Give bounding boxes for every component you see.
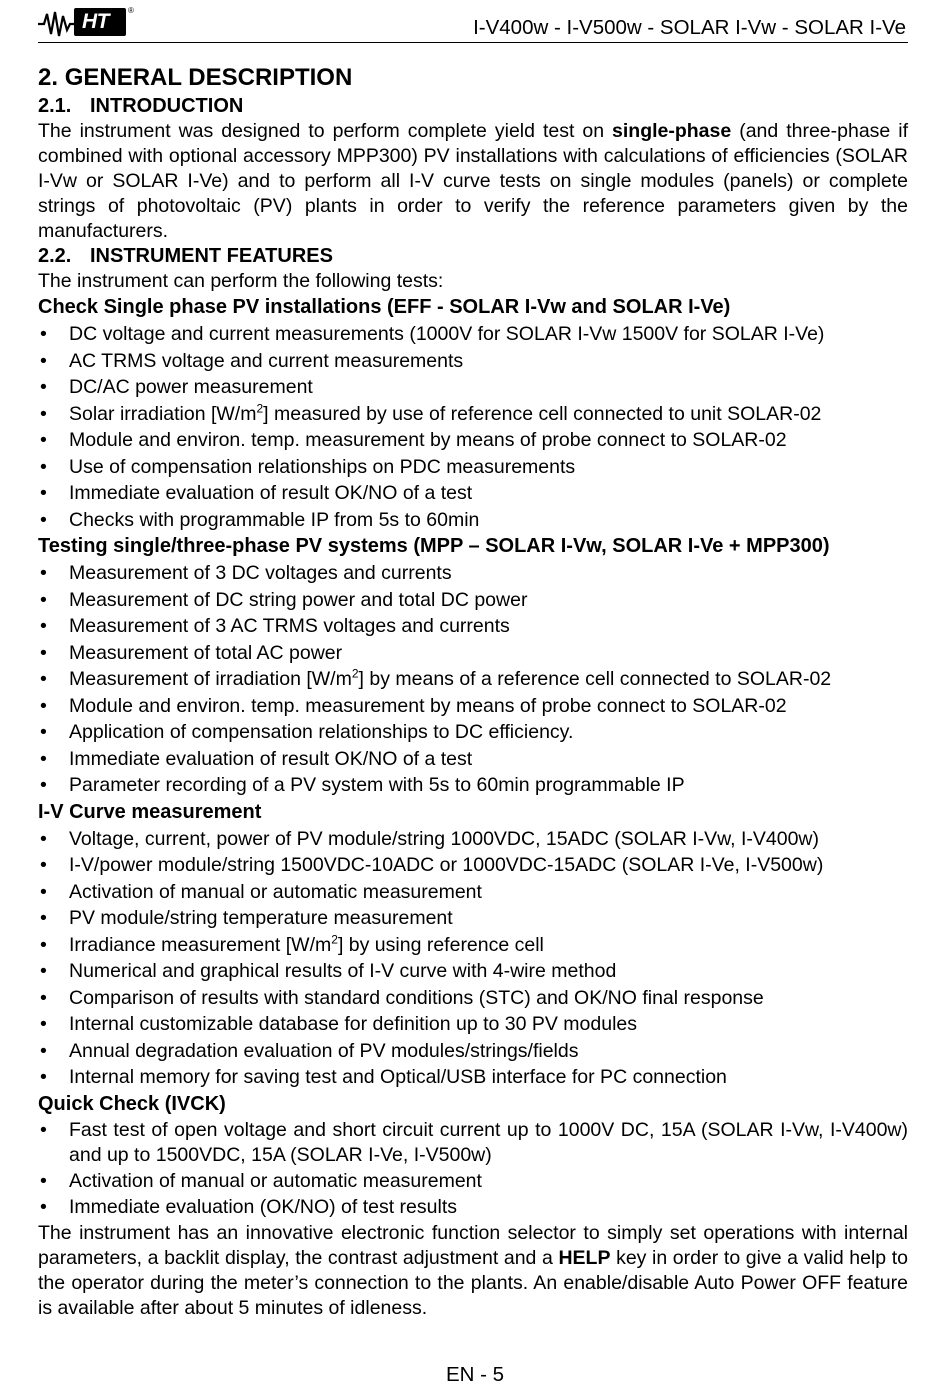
features-title: INSTRUMENT FEATURES — [90, 245, 333, 267]
list-item-text: Activation of manual or automatic measurement — [69, 1169, 482, 1192]
page-content — [38, 62, 908, 1321]
list-item-text: Module and environ. temp. measurement by means of probe connect to SOLAR-02 — [69, 429, 787, 451]
list-item — [38, 507, 908, 534]
registered-mark: ® — [128, 6, 134, 15]
list-item — [38, 427, 908, 454]
features-heading — [38, 244, 908, 269]
bullet-icon: • — [40, 1013, 47, 1035]
list-item-text: AC TRMS voltage and current measurements — [69, 349, 464, 372]
group2-list — [38, 560, 908, 799]
list-item — [38, 1194, 908, 1221]
list-item-text: Annual degradation evaluation of PV modules/strings/fields — [69, 1039, 579, 1062]
bullet-icon: • — [40, 960, 47, 982]
waveform-icon — [38, 10, 76, 38]
list-item-text: Measurement of total AC power — [69, 641, 343, 664]
list-item-text: Immediate evaluation of result OK/NO of a test — [69, 482, 473, 504]
list-item-text: ] measured by use of reference cell connected to unit SOLAR-02 — [263, 402, 822, 425]
intro-title: INTRODUCTION — [90, 95, 244, 117]
list-item-text: Measurement of irradiation [W/m — [69, 668, 352, 690]
intro-text-bold: single-phase — [612, 120, 732, 142]
bullet-icon: • — [40, 1118, 47, 1141]
bullet-icon: • — [40, 349, 47, 372]
bullet-icon: • — [40, 562, 47, 584]
list-item-text: Numerical and graphical results of I-V curve with 4-wire method — [69, 960, 617, 982]
list-item-text: Immediate evaluation (OK/NO) of test results — [69, 1196, 457, 1218]
list-item-text: Application of compensation relationships to DC efficiency. — [69, 721, 574, 743]
list-item — [38, 958, 908, 985]
logo-text: HT — [82, 10, 109, 33]
list-item-text: PV module/string temperature measurement — [69, 907, 453, 929]
superscript: 2 — [256, 401, 264, 415]
list-item — [38, 401, 908, 428]
group3-title: I-V Curve measurement — [38, 800, 262, 823]
superscript: 2 — [331, 932, 338, 946]
list-item — [38, 772, 908, 799]
closing-text-start: The instrument has an innovative electronic function selector to simply set operations with internal parameters, a backlit display, the contrast adjustment and a — [38, 1221, 908, 1269]
intro-number: 2.1. — [38, 95, 72, 117]
closing-text-bold: HELP — [558, 1246, 611, 1269]
list-item-text: Parameter recording of a PV system with 5s to 60min programmable IP — [69, 774, 685, 796]
list-item — [38, 480, 908, 507]
list-item-text: DC/AC power measurement — [69, 376, 313, 398]
group1-title: Check Single phase PV installations (EFF - SOLAR I-Vw and SOLAR I-Ve) — [38, 296, 731, 318]
list-item — [38, 1118, 908, 1168]
section-heading — [38, 62, 908, 94]
intro-text-start: The instrument was designed to perform complete yield test on — [38, 120, 613, 142]
closing-text-end: key in order to give a valid help to the operator during the meter’s connection to the plants. An enable/disable Auto Power OFF feature is available after about 5 minutes of idleness. — [38, 1246, 909, 1319]
bullet-icon: • — [40, 455, 47, 478]
list-item-text: Fast test of open voltage and short circuit current up to 1000V DC, 15A (SOLAR I-Vw, I-V400w) and up to 1500VDC, 15A (SOLAR I-Ve, I-V500w) — [69, 1118, 908, 1166]
features-lead: The instrument can perform the following tests: — [38, 270, 444, 292]
list-item — [38, 454, 908, 481]
intro-heading — [38, 94, 908, 119]
bullet-icon: • — [40, 694, 47, 717]
page-header — [38, 6, 908, 43]
bullet-icon: • — [40, 641, 47, 664]
list-item — [38, 693, 908, 720]
bullet-icon: • — [40, 323, 47, 345]
bullet-icon: • — [40, 376, 47, 398]
list-item-text: Use of compensation relationships on PDC measurements — [69, 455, 576, 478]
bullet-icon: • — [40, 1169, 47, 1192]
list-item — [38, 879, 908, 906]
bullet-icon: • — [40, 774, 47, 796]
list-item-text: Module and environ. temp. measurement by means of probe connect to SOLAR-02 — [69, 694, 787, 717]
group4-list — [38, 1118, 908, 1221]
intro-paragraph — [38, 119, 908, 244]
list-item — [38, 348, 908, 375]
list-item — [38, 852, 908, 879]
intro-text-end: (and three-phase if combined with optional accessory MPP300) PV installations with calculations of efficiencies (SOLAR I-Vw or SOLAR I-Ve) and to perform all I-V curve tests on single modules (panels) or complete strings of photovoltaic (PV) plants in order to verify the reference parameters given by the manufacturers. — [38, 120, 908, 242]
list-item — [38, 826, 908, 853]
list-item-text: Measurement of 3 DC voltages and currents — [69, 562, 452, 584]
list-item-text: Comparison of results with standard conditions (STC) and OK/NO final response — [69, 986, 764, 1009]
list-item — [38, 560, 908, 587]
list-item-text: Measurement of 3 AC TRMS voltages and currents — [69, 615, 510, 637]
header-title: I-V400w - I-V500w - SOLAR I-Vw - SOLAR I-Ve — [473, 16, 906, 39]
bullet-icon: • — [40, 1196, 47, 1218]
list-item-text: ] by means of a reference cell connected to SOLAR-02 — [358, 668, 832, 690]
closing-paragraph — [38, 1221, 908, 1321]
list-item-text: Measurement of DC string power and total DC power — [69, 588, 528, 611]
bullet-icon: • — [40, 721, 47, 743]
bullet-icon: • — [40, 907, 47, 929]
section-title: GENERAL DESCRIPTION — [64, 64, 353, 91]
list-item-text: Solar irradiation [W/m — [69, 402, 257, 425]
group1-list — [38, 321, 908, 533]
list-item — [38, 1011, 908, 1038]
list-item-text: Irradiance measurement [W/m — [69, 933, 332, 956]
bullet-icon: • — [40, 986, 47, 1009]
bullet-icon: • — [40, 827, 47, 850]
bullet-icon: • — [40, 933, 47, 956]
bullet-icon: • — [40, 747, 47, 770]
bullet-icon: • — [40, 854, 47, 876]
list-item — [38, 905, 908, 932]
list-item — [38, 985, 908, 1012]
bullet-icon: • — [40, 880, 47, 903]
bullet-icon: • — [40, 588, 47, 611]
page-number: EN - 5 — [445, 1363, 505, 1386]
list-item-text: Voltage, current, power of PV module/string 1000VDC, 15ADC (SOLAR I-Vw, I-V400w) — [69, 827, 820, 850]
features-number: 2.2. — [38, 245, 72, 267]
list-item — [38, 932, 908, 959]
list-item — [38, 1038, 908, 1065]
list-item — [38, 1064, 908, 1091]
bullet-icon: • — [40, 668, 47, 690]
section-number: 2. — [38, 64, 59, 91]
list-item — [38, 719, 908, 746]
list-item — [38, 374, 908, 401]
bullet-icon: • — [40, 1066, 47, 1088]
bullet-icon: • — [40, 1039, 47, 1062]
list-item — [38, 666, 908, 693]
bullet-icon: • — [40, 508, 47, 531]
list-item-text: DC voltage and current measurements (1000V for SOLAR I-Vw 1500V for SOLAR I-Ve) — [69, 323, 825, 345]
bullet-icon: • — [40, 482, 47, 504]
list-item-text: ] by using reference cell — [337, 933, 544, 956]
list-item — [38, 1168, 908, 1195]
list-item-text: Activation of manual or automatic measurement — [69, 880, 482, 903]
list-item — [38, 746, 908, 773]
group2-title: Testing single/three-phase PV systems (MPP – SOLAR I-Vw, SOLAR I-Ve + MPP300) — [38, 535, 830, 557]
list-item-text: I-V/power module/string 1500VDC-10ADC or 1000VDC-15ADC (SOLAR I-Ve, I-V500w) — [69, 854, 824, 876]
bullet-icon: • — [40, 429, 47, 451]
list-item-text: Internal customizable database for definition up to 30 PV modules — [69, 1013, 638, 1035]
list-item — [38, 321, 908, 348]
group4-title: Quick Check (IVCK) — [38, 1092, 226, 1115]
bullet-icon: • — [40, 402, 47, 425]
list-item-text: Internal memory for saving test and Optical/USB interface for PC connection — [69, 1066, 727, 1088]
superscript: 2 — [351, 666, 359, 681]
list-item — [38, 587, 908, 614]
ht-logo — [38, 6, 134, 38]
bullet-icon: • — [40, 615, 47, 637]
list-item-text: Checks with programmable IP from 5s to 60min — [69, 508, 480, 531]
list-item — [38, 613, 908, 640]
group3-list — [38, 826, 908, 1091]
list-item — [38, 640, 908, 667]
list-item-text: Immediate evaluation of result OK/NO of a test — [69, 747, 473, 770]
